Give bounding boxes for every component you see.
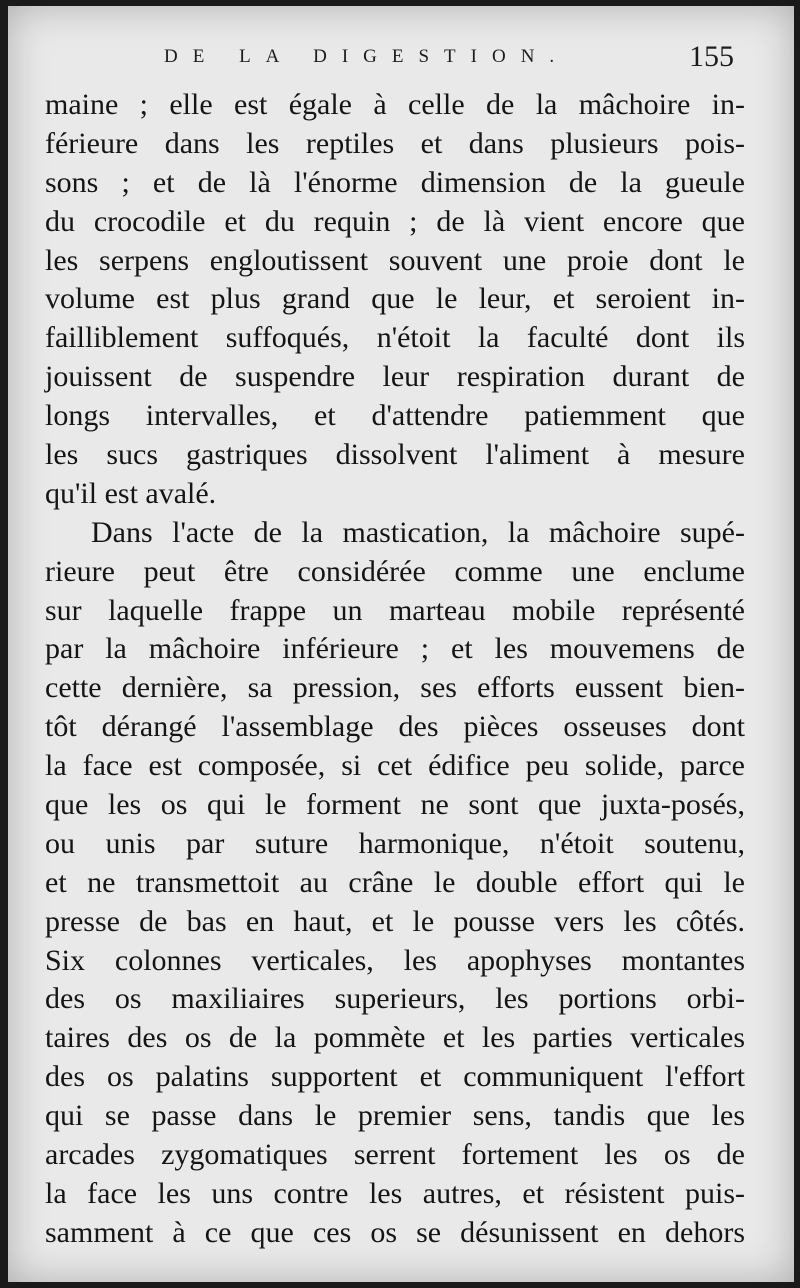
text-line: sons ; et de là l'énorme dimension de la gueule (45, 165, 745, 199)
text-line: qui se passe dans le premier sens, tandis que les (45, 1099, 745, 1133)
text-line: que les os qui le forment ne sont que juxta-posés, (45, 788, 745, 822)
text-line: ou unis par suture harmonique, n'étoit soutenu, (45, 826, 745, 860)
text-line: failliblement suffoqués, n'étoit la faculté dont ils (45, 321, 745, 355)
text-line: samment à ce que ces os se désunissent en dehors (45, 1215, 745, 1249)
text-line: maine ; elle est égale à celle de la mâchoire in- (45, 88, 745, 121)
text-line: les serpens engloutissent souvent une proie dont le (45, 243, 745, 277)
text-line: arcades zygomatiques serrent fortement les os de (45, 1138, 745, 1172)
text-line: rieure peut être considérée comme une enclume (45, 554, 745, 588)
text-line: sur laquelle frappe un marteau mobile représenté (45, 593, 745, 627)
book-page (8, 6, 794, 1282)
text-line: par la mâchoire inférieure ; et les mouvemens de (45, 632, 745, 666)
text-line: des os palatins supportent et communiquent l'effort (45, 1060, 745, 1094)
text-line: jouissent de suspendre leur respiration durant de (45, 360, 745, 394)
text-line: du crocodile et du requin ; de là vient encore que (45, 204, 745, 238)
paragraph-end-line: qu'il est avalé. (45, 476, 217, 510)
running-title: DE LA DIGESTION. (164, 46, 570, 67)
text-line: tôt dérangé l'assemblage des pièces osseuses dont (45, 710, 745, 744)
text-line: volume est plus grand que le leur, et seroient in- (45, 282, 745, 316)
text-line: presse de bas en haut, et le pousse vers les côtés. (45, 904, 745, 938)
page-number: 155 (689, 40, 734, 73)
page-header (8, 40, 794, 86)
text-line: la face les uns contre les autres, et résistent puis- (45, 1176, 745, 1210)
text-line: cette dernière, sa pression, ses efforts eussent bien- (45, 671, 745, 705)
text-line: longs intervalles, et d'attendre patiemment que (45, 399, 745, 433)
text-line: la face est composée, si cet édifice peu solide, parce (45, 749, 745, 783)
text-line: férieure dans les reptiles et dans plusieurs pois- (45, 126, 745, 160)
text-line: et ne transmettoit au crâne le double effort qui le (45, 865, 745, 899)
text-line: Six colonnes verticales, les apophyses montantes (45, 943, 745, 977)
text-line: des os maxiliaires superieurs, les portions orbi- (45, 982, 745, 1016)
body-text (45, 86, 745, 1253)
text-line: taires des os de la pommète et les parties verticales (45, 1021, 745, 1055)
text-line: les sucs gastriques dissolvent l'aliment à mesure (45, 438, 745, 472)
paragraph-start-line: Dans l'acte de la mastication, la mâchoire supé- (91, 515, 745, 549)
